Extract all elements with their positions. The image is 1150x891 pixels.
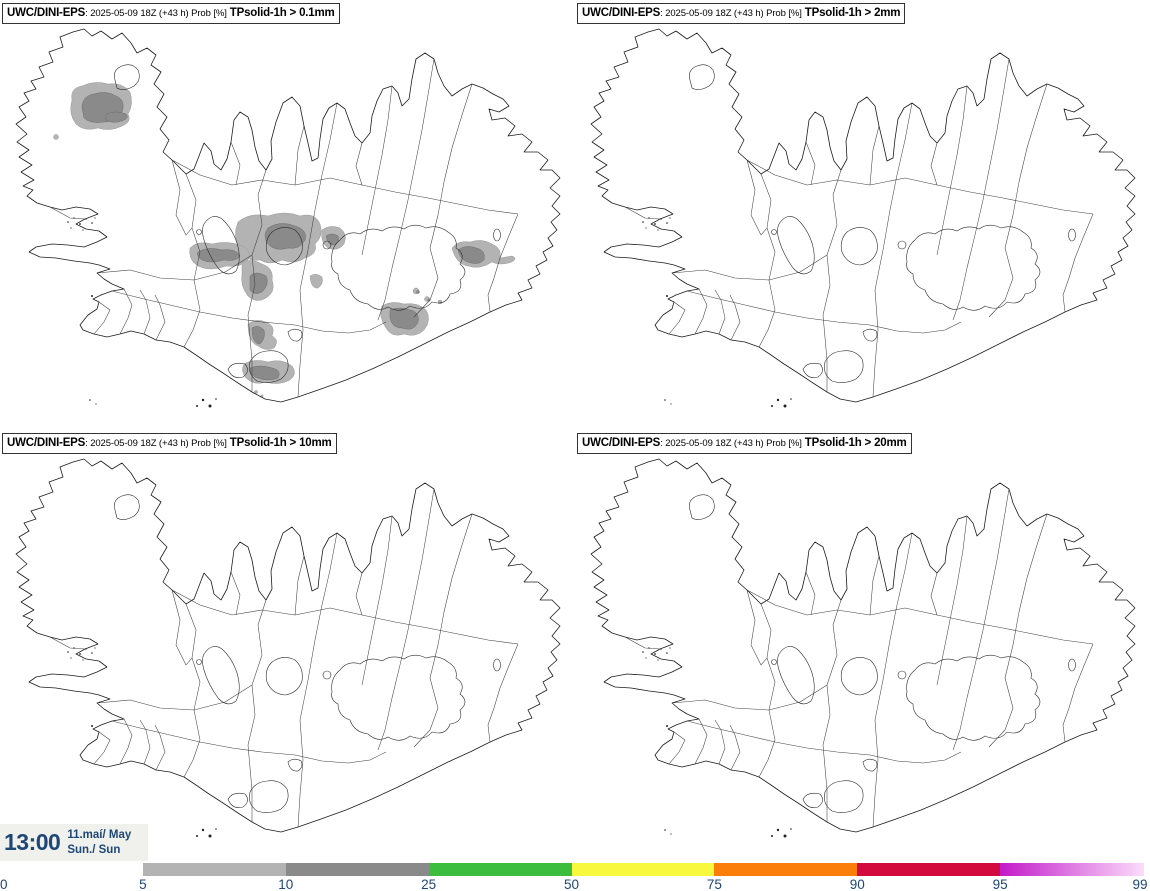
- model-name: UWC/DINI-EPS: [582, 7, 661, 19]
- legend-tick: 90: [849, 877, 865, 891]
- legend-tick: 99: [1132, 877, 1148, 891]
- legend-tick: 95: [992, 877, 1008, 891]
- run-info: : 2025-05-09 18Z (+43 h) Prob [%]: [660, 438, 802, 449]
- panel-tpsolid-0p1mm: [0, 0, 575, 430]
- legend-segment-95-99: [1000, 863, 1143, 876]
- legend-tick: 0: [0, 877, 8, 891]
- valid-date-line1: 11.maí/ May: [67, 829, 132, 842]
- panel-tpsolid-10mm: [0, 430, 575, 860]
- legend-tick: 10: [278, 877, 294, 891]
- probability-colorbar: [0, 860, 1150, 891]
- legend-segment-90-95: [857, 863, 1000, 876]
- valid-date-line2: Sun./ Sun: [67, 843, 121, 856]
- valid-date: [67, 828, 131, 857]
- iceland-map: [0, 430, 575, 860]
- colorbar-ticks: [0, 877, 1150, 891]
- legend-tick: 75: [706, 877, 722, 891]
- run-info: : 2025-05-09 18Z (+43 h) Prob [%]: [660, 8, 802, 19]
- legend-segment-25-50: [429, 863, 572, 876]
- iceland-map: [0, 0, 575, 430]
- run-info: : 2025-05-09 18Z (+43 h) Prob [%]: [85, 438, 227, 449]
- panel-title: [577, 433, 912, 454]
- run-info: : 2025-05-09 18Z (+43 h) Prob [%]: [85, 8, 227, 19]
- valid-time-box: [0, 824, 148, 861]
- legend-segment-50-75: [572, 863, 715, 876]
- iceland-map: [575, 430, 1150, 860]
- model-name: UWC/DINI-EPS: [7, 437, 86, 449]
- colorbar-segments: [0, 863, 1143, 876]
- panel-tpsolid-2mm: [575, 0, 1150, 430]
- panel-title: [2, 3, 340, 24]
- legend-segment-0-5: [0, 863, 143, 876]
- legend-segment-10-25: [286, 863, 429, 876]
- parameter-label: TPsolid-1h > 20mm: [804, 437, 907, 449]
- parameter-label: TPsolid-1h > 0.1mm: [229, 7, 335, 19]
- parameter-label: TPsolid-1h > 10mm: [229, 437, 332, 449]
- valid-time: 13:00: [4, 829, 61, 855]
- panel-tpsolid-20mm: [575, 430, 1150, 860]
- iceland-map: [575, 0, 1150, 430]
- legend-tick: 50: [563, 877, 580, 891]
- legend-segment-5-10: [143, 863, 286, 876]
- legend-tick: 25: [421, 877, 437, 891]
- panel-title: [2, 433, 337, 454]
- legend-segment-75-90: [714, 863, 857, 876]
- model-name: UWC/DINI-EPS: [582, 437, 661, 449]
- parameter-label: TPsolid-1h > 2mm: [804, 7, 901, 19]
- panel-title: [577, 3, 905, 24]
- model-name: UWC/DINI-EPS: [7, 7, 86, 19]
- legend-tick: 5: [139, 877, 147, 891]
